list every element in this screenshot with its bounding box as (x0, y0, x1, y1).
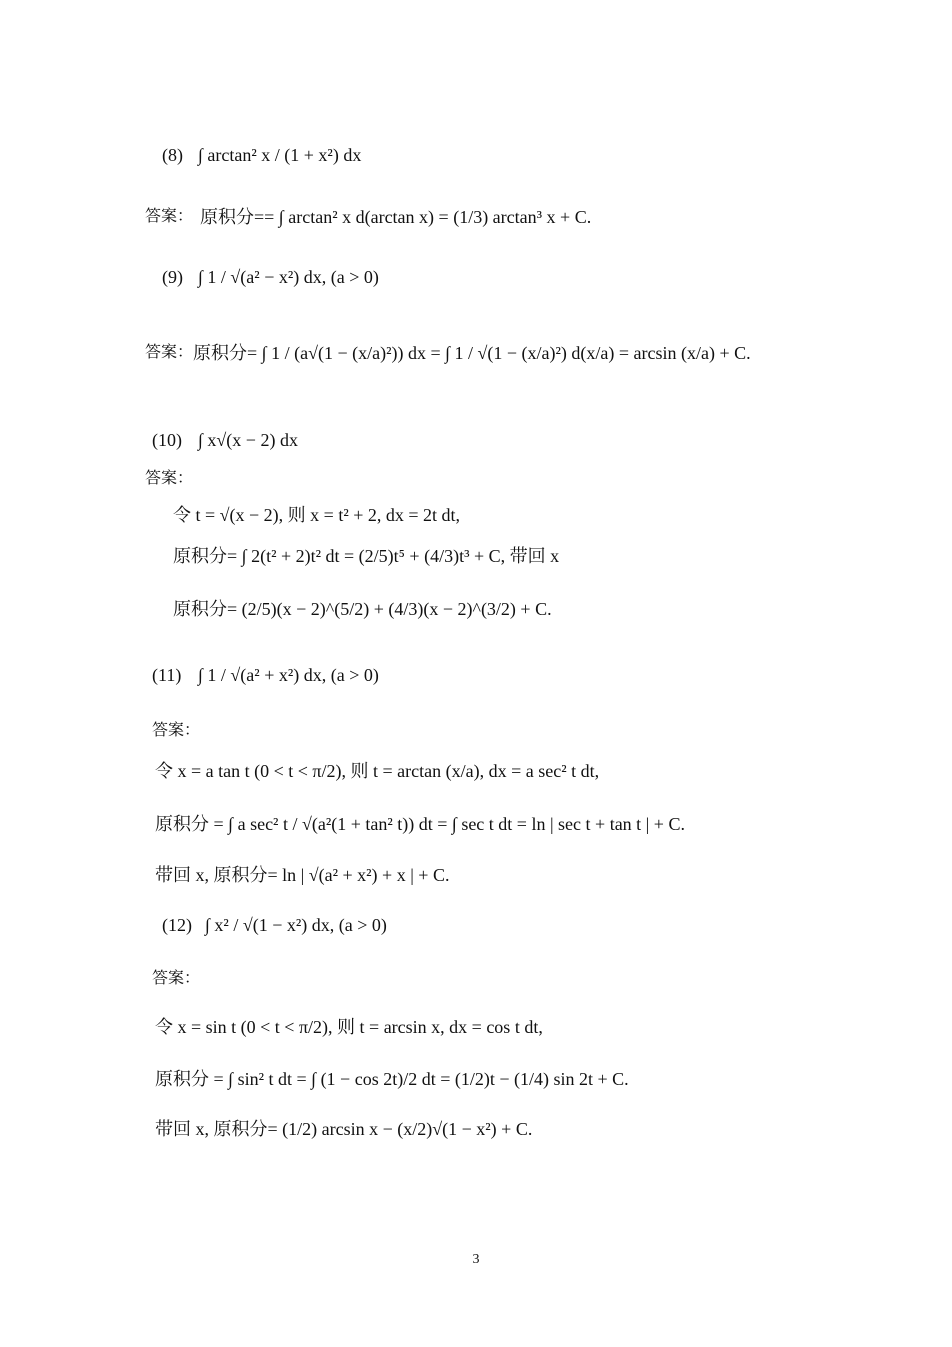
q10-label: (10) (152, 430, 182, 450)
a10-step1: 令 t = √(x − 2), 则 x = t² + 2, dx = 2t dt, (173, 505, 461, 525)
a9-label: 答案： (145, 342, 194, 361)
a11-step1: 令 x = a tan t (0 < t < π/2), 则 t = arctan (x/a), dx = a sec² t dt, (155, 761, 600, 781)
a12-label: 答案： (152, 968, 201, 987)
a8-label: 答案： (145, 206, 194, 225)
page-number: 3 (472, 1252, 480, 1267)
q12-label: (12) (162, 915, 192, 935)
q8-label: (8) (162, 145, 183, 165)
a11-label: 答案： (152, 720, 201, 739)
a10-step3: 原积分= (2/5)(x − 2)^(5/2) + (4/3)(x − 2)^(3/2) + C. (173, 599, 552, 619)
q12-expr: ∫ x² / √(1 − x²) dx, (a > 0) (205, 915, 387, 935)
a9-expr: 原积分= ∫ 1 / (a√(1 − (x/a)²)) dx = ∫ 1 / √(1 − (x/a)²) d(x/a) = arcsin (x/a) + C. (193, 343, 751, 363)
a8-expr: 原积分== ∫ arctan² x d(arctan x) = (1/3) arctan³ x + C. (200, 207, 592, 227)
a12-step1: 令 x = sin t (0 < t < π/2), 则 t = arcsin x, dx = cos t dt, (155, 1017, 543, 1037)
q9-expr: ∫ 1 / √(a² − x²) dx, (a > 0) (198, 267, 379, 287)
q8-expr: ∫ arctan² x / (1 + x²) dx (198, 145, 362, 165)
q10-expr: ∫ x√(x − 2) dx (198, 430, 298, 450)
q11-expr: ∫ 1 / √(a² + x²) dx, (a > 0) (198, 665, 379, 685)
a11-step2: 原积分 = ∫ a sec² t / √(a²(1 + tan² t)) dt = ∫ sec t dt = ln | sec t + tan t | + C. (155, 814, 685, 834)
q9-label: (9) (162, 267, 183, 287)
q11-label: (11) (152, 665, 182, 685)
a10-step2: 原积分= ∫ 2(t² + 2)t² dt = (2/5)t⁵ + (4/3)t³ + C, 带回 x (173, 546, 560, 566)
a11-step3: 带回 x, 原积分= ln | √(a² + x²) + x | + C. (155, 865, 450, 885)
a12-step3: 带回 x, 原积分= (1/2) arcsin x − (x/2)√(1 − x²) + C. (155, 1119, 533, 1139)
a12-step2: 原积分 = ∫ sin² t dt = ∫ (1 − cos 2t)/2 dt = (1/2)t − (1/4) sin 2t + C. (155, 1069, 629, 1089)
a10-label: 答案： (145, 468, 194, 487)
